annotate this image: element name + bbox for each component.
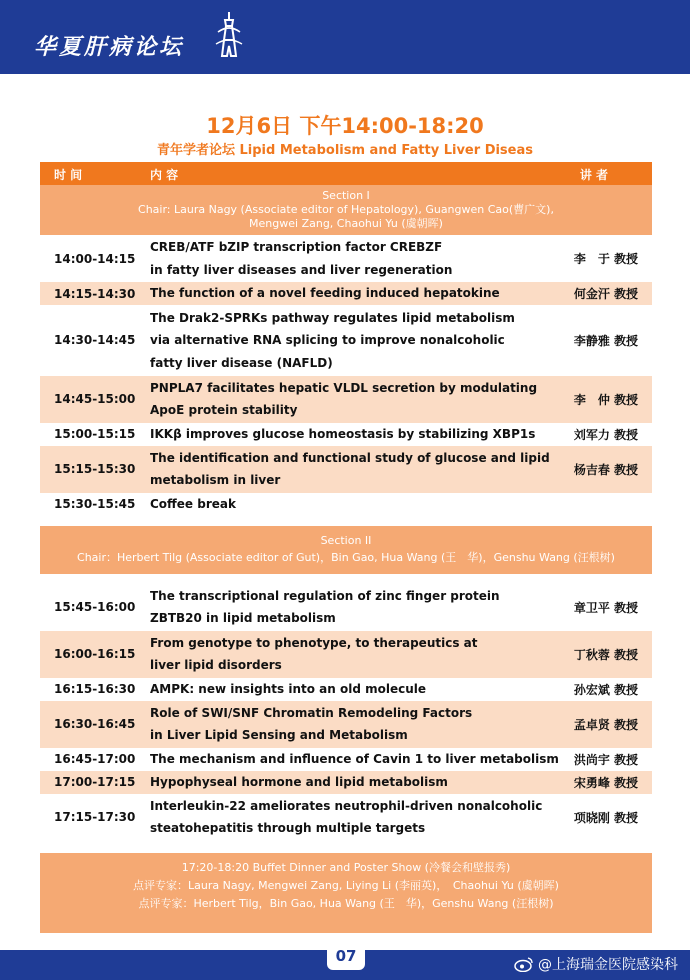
table-row: [40, 282, 652, 305]
row-time: 14:00-14:15: [54, 251, 136, 266]
row-speaker: 李静雅 教授: [573, 333, 638, 348]
table-row: [40, 748, 652, 771]
table-row: [40, 771, 652, 794]
table-row: [40, 794, 652, 841]
spacer: [40, 574, 652, 584]
table-row: [40, 493, 652, 516]
schedule-table: [40, 162, 652, 933]
section-2-title: Section II: [320, 533, 372, 547]
watermark-text: @上海瑞金医院感染科: [538, 957, 678, 973]
row-time: 17:15-17:30: [54, 810, 136, 824]
table-row: [40, 376, 652, 423]
table-row: [40, 235, 652, 282]
section-1-rows: [40, 235, 652, 516]
table-header: [40, 162, 652, 185]
row-content: [150, 678, 560, 701]
footer-line-2: 点评专家：Laura Nagy, Mengwei Zang, Liying Li (李丽英)， Chaohui Yu (虞朝晖): [133, 878, 559, 892]
weibo-icon: [514, 956, 534, 972]
row-content-line: CREB/ATF bZIP transcription factor CREBZF: [150, 240, 443, 254]
footer-line-1: 17:20-18:20 Buffet Dinner and Poster Show (冷餐会和壁报秀): [181, 860, 511, 874]
row-content-line: IKKβ improves glucose homeostasis by stabilizing XBP1s: [150, 426, 536, 441]
row-speaker: 孙宏斌 教授: [573, 682, 638, 697]
row-time: 15:30-15:45: [54, 497, 136, 511]
row-content: [150, 702, 560, 747]
row-time: 14:45-15:00: [54, 392, 136, 406]
row-content-line: liver lipid disorders: [150, 658, 282, 672]
section-1-chair-line-1: Chair: Laura Nagy (Associate editor of Hepatology), Guangwen Cao(曹广文),: [138, 203, 554, 216]
row-content: [150, 236, 560, 281]
row-speaker: 项晓刚 教授: [573, 810, 638, 825]
row-speaker: 宋勇峰 教授: [573, 775, 638, 790]
page-subtitle: 青年学者论坛 Lipid Metabolism and Fatty Liver Diseas: [156, 143, 534, 158]
row-content-line: in fatty liver diseases and liver regeneration: [150, 262, 453, 277]
row-content-line: Interleukin-22 ameliorates neutrophil-driven nonalcoholic: [150, 798, 543, 813]
table-row: [40, 305, 652, 376]
row-speaker: 刘军力 教授: [573, 427, 638, 442]
row-time: 15:15-15:30: [54, 462, 136, 476]
row-content: [150, 282, 560, 305]
row-speaker: 丁秋蓉 教授: [573, 647, 638, 662]
row-content-line: via alternative RNA splicing to improve nonalcoholic: [150, 333, 505, 347]
spacer: [40, 841, 652, 853]
row-content: [150, 771, 560, 794]
table-row: [40, 701, 652, 748]
row-content-line: The identification and functional study of glucose and lipid: [150, 450, 550, 465]
row-content-line: The transcriptional regulation of zinc finger protein: [150, 588, 500, 603]
row-content-line: Coffee break: [150, 496, 236, 511]
row-time: 14:30-14:45: [54, 333, 136, 348]
table-row: [40, 631, 652, 678]
row-time: 15:45-16:00: [54, 600, 136, 614]
row-speaker: 杨吉春 教授: [573, 462, 638, 477]
row-content-line: AMPK: new insights into an old molecule: [150, 681, 427, 696]
row-speaker: 李 于 教授: [573, 252, 638, 266]
row-content: [150, 307, 560, 375]
row-speaker: 何金汗 教授: [573, 287, 638, 301]
row-content-line: Role of SWI/SNF Chromatin Remodeling Factors: [150, 705, 473, 720]
row-content-line: ApoE protein stability: [150, 403, 298, 417]
row-content-line: ZBTB20 in lipid metabolism: [150, 611, 336, 625]
row-content: [150, 447, 560, 492]
row-speaker: 洪尚宇 教授: [573, 752, 638, 767]
row-content: [150, 423, 560, 446]
row-content-line: The mechanism and influence of Cavin 1 to liver metabolism: [150, 751, 559, 766]
row-time: 16:00-16:15: [54, 647, 136, 661]
row-time: 16:30-16:45: [54, 717, 136, 731]
row-speaker: 章卫平 教授: [573, 600, 638, 615]
section-2-chair-line-1: Chair：Herbert Tilg (Associate editor of Gut)，Bin Gao, Hua Wang (王 华)，Genshu Wang (汪根树): [77, 550, 615, 564]
row-time: 15:00-15:15: [54, 427, 136, 441]
table-row: [40, 584, 652, 631]
header-time: 时 间: [54, 168, 83, 182]
row-content-line: Hypophyseal hormone and lipid metabolism: [150, 774, 448, 789]
row-content-line: metabolism in liver: [150, 473, 281, 487]
page-title: 12月6日 下午14:00-18:20: [206, 114, 484, 138]
footer-line-3: 点评专家：Herbert Tilg，Bin Gao, Hua Wang (王 华)，Genshu Wang (汪根树): [138, 896, 554, 910]
table-row: [40, 446, 652, 493]
row-content-line: fatty liver disease (NAFLD): [150, 355, 333, 370]
row-content: [150, 585, 560, 630]
section-1-chair-line-2: Mengwei Zang, Chaohui Yu (虞朝晖): [249, 217, 443, 230]
section-1-banner: [40, 185, 652, 235]
row-content-line: in Liver Lipid Sensing and Metabolism: [150, 728, 408, 742]
row-content-line: The Drak2-SPRKs pathway regulates lipid metabolism: [150, 310, 515, 325]
row-time: 17:00-17:15: [54, 775, 136, 789]
spacer: [40, 516, 652, 526]
table-row: [40, 678, 652, 701]
section-1-title: Section I: [322, 189, 370, 202]
row-speaker: 孟卓贤 教授: [573, 717, 638, 732]
table-row: [40, 423, 652, 446]
row-content: [150, 632, 560, 677]
row-time: 16:45-17:00: [54, 752, 136, 766]
logo-text: 华夏肝病论坛: [34, 35, 185, 60]
row-content-line: PNPLA7 facilitates hepatic VLDL secretion by modulating: [150, 380, 538, 395]
row-time: 14:15-14:30: [54, 286, 136, 301]
row-time: 16:15-16:30: [54, 682, 136, 696]
tower-logo-icon: [214, 10, 244, 64]
header-content: 内 容: [150, 168, 179, 182]
row-content: [150, 493, 560, 516]
row-content-line: From genotype to phenotype, to therapeutics at: [150, 635, 478, 650]
page-number: 07: [327, 942, 365, 970]
row-content-line: steatohepatitis through multiple targets: [150, 821, 426, 835]
footer-dinner-box: [40, 853, 652, 933]
row-content: [150, 377, 560, 422]
row-content: [150, 795, 560, 840]
header-bar: [0, 0, 690, 74]
watermark: [514, 954, 678, 974]
row-content: [150, 748, 560, 771]
row-content-line: The function of a novel feeding induced hepatokine: [150, 286, 500, 301]
row-speaker: 李 仲 教授: [573, 392, 638, 407]
section-2-rows: [40, 584, 652, 841]
header-speaker: 讲 者: [579, 168, 608, 182]
section-2-banner: [40, 526, 652, 574]
